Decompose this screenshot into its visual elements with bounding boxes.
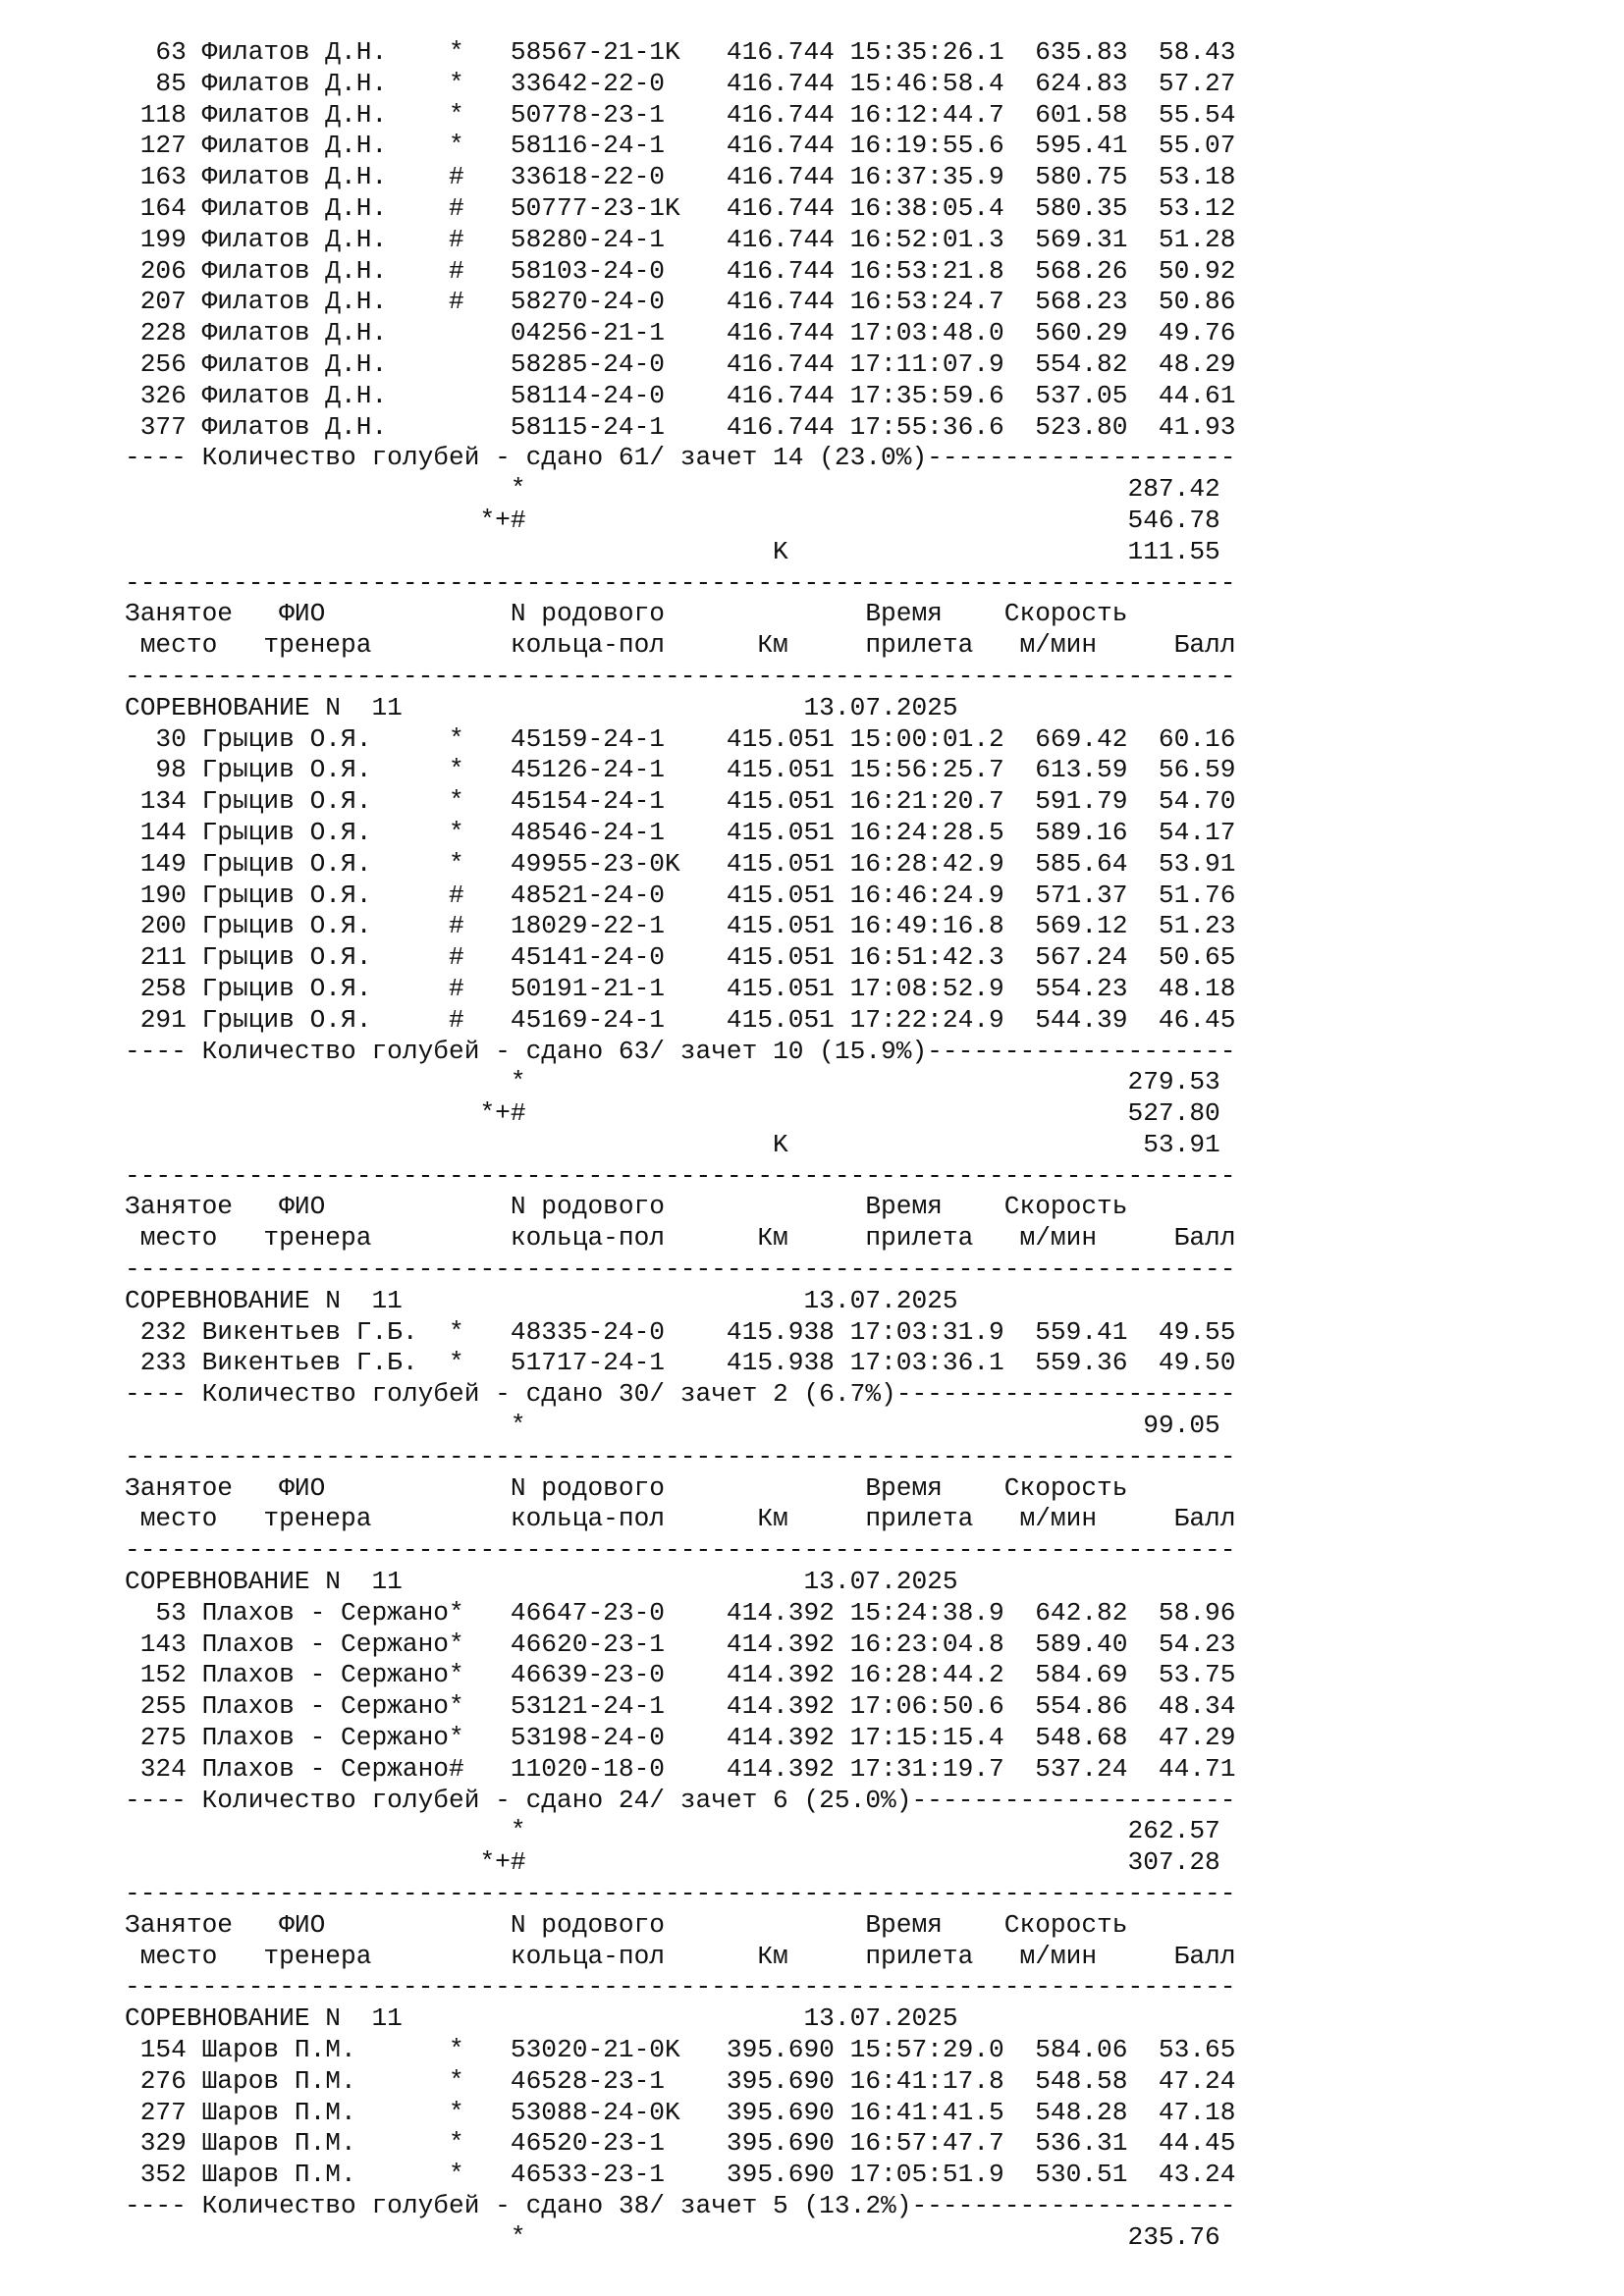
result-row: 85 Филатов Д.Н. * 33642-22-0 416.744 15:46:58.4 624.83 57.27	[125, 68, 1236, 98]
result-row: 326 Филатов Д.Н. 58114-24-0 416.744 17:35:59.6 537.05 44.61	[125, 380, 1236, 410]
subtotal-line: * 287.42	[125, 474, 1220, 505]
result-row: 134 Грыцив О.Я. * 45154-24-1 415.051 16:21:20.7 591.79 54.70	[125, 786, 1236, 817]
result-row: 53 Плахов - Сержано* 46647-23-0 414.392 15:24:38.9 642.82 58.96	[125, 1597, 1236, 1628]
result-row: 211 Грыцив О.Я. # 45141-24-0 415.051 16:51:42.3 567.24 50.65	[125, 942, 1236, 973]
result-row: 291 Грыцив О.Я. # 45169-24-1 415.051 17:22:24.9 544.39 46.45	[125, 1004, 1236, 1035]
result-row: 329 Шаров П.М. * 46520-23-1 395.690 16:57:47.7 536.31 44.45	[125, 2128, 1236, 2159]
result-row: 258 Грыцив О.Я. # 50191-21-1 415.051 17:08:52.9 554.23 48.18	[125, 973, 1236, 1003]
result-row: 206 Филатов Д.Н. # 58103-24-0 416.744 16:53:21.8 568.26 50.92	[125, 255, 1236, 286]
result-row: 127 Филатов Д.Н. * 58116-24-1 416.744 16:19:55.6 595.41 55.07	[125, 131, 1236, 161]
separator-line: ------------------------------------------------------------------------	[125, 1535, 1236, 1566]
summary-line: ---- Количество голубей - сдано 63/ зачет 10 (15.9%)--------------------	[125, 1036, 1236, 1066]
result-row: 352 Шаров П.М. * 46533-23-1 395.690 17:05:51.9 530.51 43.24	[125, 2160, 1236, 2190]
result-row: 163 Филатов Д.Н. # 33618-22-0 416.744 16:37:35.9 580.75 53.18	[125, 162, 1236, 192]
summary-line: ---- Количество голубей - сдано 61/ зачет 14 (23.0%)--------------------	[125, 443, 1236, 473]
subtotal-line: K 111.55	[125, 536, 1220, 566]
subtotal-line: * 235.76	[125, 2221, 1220, 2252]
column-header: Занятое ФИО N родового Время Скорость	[125, 1909, 1128, 1940]
result-row: 377 Филатов Д.Н. 58115-24-1 416.744 17:55:36.6 523.80 41.93	[125, 411, 1236, 442]
subtotal-line: K 53.91	[125, 1129, 1220, 1159]
result-row: 118 Филатов Д.Н. * 50778-23-1 416.744 16:12:44.7 601.58 55.54	[125, 99, 1236, 130]
result-row: 324 Плахов - Сержано# 11020-18-0 414.392 17:31:19.7 537.24 44.71	[125, 1753, 1236, 1784]
result-row: 256 Филатов Д.Н. 58285-24-0 416.744 17:11:07.9 554.82 48.29	[125, 348, 1236, 379]
result-row: 63 Филатов Д.Н. * 58567-21-1K 416.744 15:35:26.1 635.83 58.43	[125, 37, 1236, 67]
result-row: 207 Филатов Д.Н. # 58270-24-0 416.744 16:53:24.7 568.23 50.86	[125, 287, 1236, 317]
result-row: 255 Плахов - Сержано* 53121-24-1 414.392 17:06:50.6 554.86 48.34	[125, 1691, 1236, 1722]
competition-title: СОРЕВНОВАНИЕ N 11 13.07.2025	[125, 692, 958, 722]
separator-line: ------------------------------------------------------------------------	[125, 1879, 1236, 1909]
competition-title: СОРЕВНОВАНИЕ N 11 13.07.2025	[125, 2003, 958, 2034]
result-row: 199 Филатов Д.Н. # 58280-24-1 416.744 16:52:01.3 569.31 51.28	[125, 224, 1236, 254]
result-row: 200 Грыцив О.Я. # 18029-22-1 415.051 16:49:16.8 569.12 51.23	[125, 911, 1236, 941]
competition-title: СОРЕВНОВАНИЕ N 11 13.07.2025	[125, 1567, 958, 1597]
result-row: 190 Грыцив О.Я. # 48521-24-0 415.051 16:46:24.9 571.37 51.76	[125, 880, 1236, 910]
result-row: 144 Грыцив О.Я. * 48546-24-1 415.051 16:24:28.5 589.16 54.17	[125, 817, 1236, 847]
result-row: 98 Грыцив О.Я. * 45126-24-1 415.051 15:56:25.7 613.59 56.59	[125, 755, 1236, 785]
result-row: 30 Грыцив О.Я. * 45159-24-1 415.051 15:00:01.2 669.42 60.16	[125, 723, 1236, 754]
column-header: Занятое ФИО N родового Время Скорость	[125, 599, 1128, 629]
subtotal-line: *+# 546.78	[125, 505, 1220, 535]
column-header: Занятое ФИО N родового Время Скорость	[125, 1472, 1128, 1503]
subtotal-line: * 99.05	[125, 1411, 1220, 1441]
competition-title: СОРЕВНОВАНИЕ N 11 13.07.2025	[125, 1285, 958, 1315]
result-row: 164 Филатов Д.Н. # 50777-23-1K 416.744 16:38:05.4 580.35 53.12	[125, 192, 1236, 223]
result-row: 152 Плахов - Сержано* 46639-23-0 414.392 16:28:44.2 584.69 53.75	[125, 1660, 1236, 1690]
summary-line: ---- Количество голубей - сдано 30/ зачет 2 (6.7%)----------------------	[125, 1379, 1236, 1410]
subtotal-line: * 262.57	[125, 1816, 1220, 1846]
result-row: 275 Плахов - Сержано* 53198-24-0 414.392 17:15:15.4 548.68 47.29	[125, 1723, 1236, 1753]
summary-line: ---- Количество голубей - сдано 38/ зачет 5 (13.2%)---------------------	[125, 2190, 1236, 2220]
subtotal-line: * 279.53	[125, 1067, 1220, 1097]
separator-line: ------------------------------------------------------------------------	[125, 1255, 1236, 1285]
result-row: 228 Филатов Д.Н. 04256-21-1 416.744 17:03:48.0 560.29 49.76	[125, 318, 1236, 348]
summary-line: ---- Количество голубей - сдано 24/ зачет 6 (25.0%)---------------------	[125, 1785, 1236, 1815]
column-header: место тренера кольца-пол Км прилета м/мин Балл	[125, 1223, 1236, 1254]
separator-line: ------------------------------------------------------------------------	[125, 1441, 1236, 1471]
column-header: место тренера кольца-пол Км прилета м/мин Балл	[125, 1504, 1236, 1534]
separator-line: ------------------------------------------------------------------------	[125, 661, 1236, 691]
separator-line: ------------------------------------------------------------------------	[125, 1972, 1236, 2002]
subtotal-line: *+# 527.80	[125, 1098, 1220, 1129]
result-row: 149 Грыцив О.Я. * 49955-23-0K 415.051 16:28:42.9 585.64 53.91	[125, 848, 1236, 879]
result-row: 154 Шаров П.М. * 53020-21-0K 395.690 15:57:29.0 584.06 53.65	[125, 2035, 1236, 2064]
result-row: 233 Викентьев Г.Б. * 51717-24-1 415.938 17:03:36.1 559.36 49.50	[125, 1348, 1236, 1378]
result-row: 276 Шаров П.М. * 46528-23-1 395.690 16:41:17.8 548.58 47.24	[125, 2065, 1236, 2096]
result-row: 232 Викентьев Г.Б. * 48335-24-0 415.938 17:03:31.9 559.41 49.55	[125, 1316, 1236, 1347]
separator-line: ------------------------------------------------------------------------	[125, 1160, 1236, 1191]
column-header: Занятое ФИО N родового Время Скорость	[125, 1192, 1128, 1222]
result-row: 143 Плахов - Сержано* 46620-23-1 414.392 16:23:04.8 589.40 54.23	[125, 1629, 1236, 1659]
subtotal-line: *+# 307.28	[125, 1847, 1220, 1878]
column-header: место тренера кольца-пол Км прилета м/мин Балл	[125, 630, 1236, 661]
results-printout	[125, 37, 1323, 2254]
column-header: место тренера кольца-пол Км прилета м/мин Балл	[125, 1941, 1236, 1971]
result-row: 277 Шаров П.М. * 53088-24-0K 395.690 16:41:41.5 548.28 47.18	[125, 2097, 1236, 2127]
separator-line: ------------------------------------------------------------------------	[125, 567, 1236, 598]
